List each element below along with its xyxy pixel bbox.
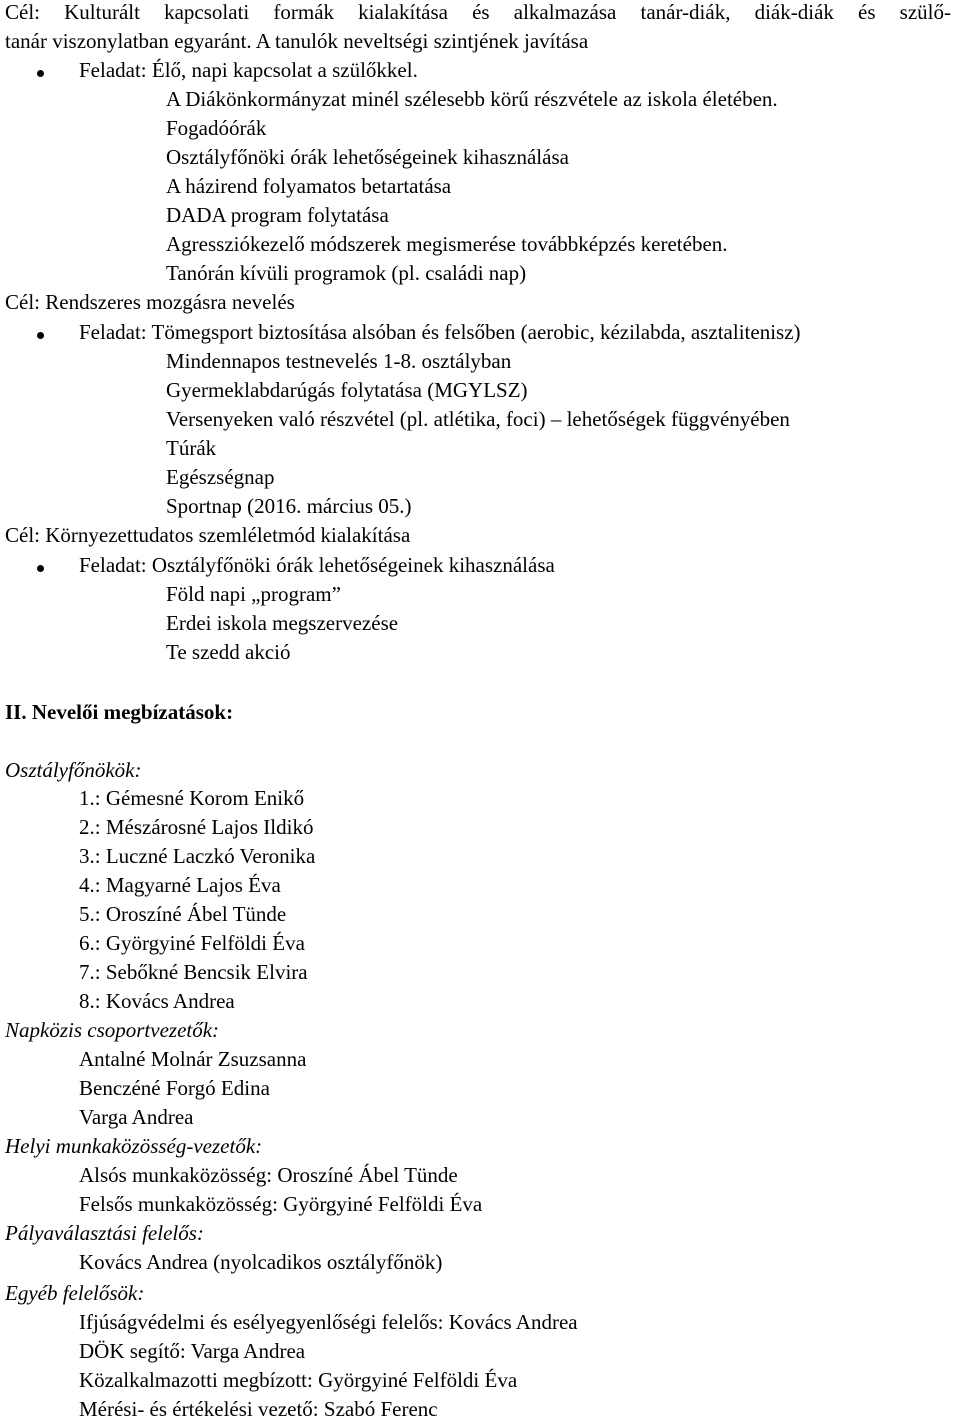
bullet-icon [37,565,44,572]
list-item: A házirend folyamatos betartatása [166,174,452,198]
list-item: 6.: Györgyiné Felföldi Éva [79,931,305,955]
list-item: Agressziókezelő módszerek megismerése továbbképzés keretében. [166,232,728,256]
task-line: Feladat: Tömegsport biztosítása alsóban és felsőben (aerobic, kézilabda, asztalitenisz) [79,320,801,344]
list-item: Versenyeken való részvétel (pl. atlétika, foci) – lehetőségek függvényében [166,407,790,431]
list-item: Gyermeklabdarúgás folytatása (MGYLSZ) [166,378,528,402]
goal-line-1: Cél: Kulturált kapcsolati formák kialakítása és alkalmazása tanár-diák, diák-diák és szülő- [5,0,951,24]
goal-line: Cél: Környezettudatos szemléletmód kialakítása [5,523,411,547]
group-heading-career: Pályaválasztási felelős: [5,1221,204,1245]
list-item: Túrák [166,436,217,460]
list-item: Ifjúságvédelmi és esélyegyenlőségi felelős: Kovács Andrea [79,1310,578,1334]
group-heading-other: Egyéb felelősök: [5,1281,145,1305]
list-item: Benczéné Forgó Edina [79,1076,270,1100]
list-item: Alsós munkaközösség: Oroszíné Ábel Tünde [79,1163,458,1187]
list-item: Antalné Molnár Zsuzsanna [79,1047,307,1071]
list-item: Mérési- és értékelési vezető: Szabó Ferenc [79,1397,438,1421]
group-heading-class-teachers: Osztályfőnökök: [5,758,142,782]
list-item: A Diákönkormányzat minél szélesebb körű részvétele az iskola életében. [166,87,778,111]
list-item: Te szedd akció [166,640,291,664]
bullet-icon [37,332,44,339]
task-line: Feladat: Élő, napi kapcsolat a szülőkkel. [79,58,418,82]
goal-line: Cél: Rendszeres mozgásra nevelés [5,290,295,314]
list-item: 5.: Oroszíné Ábel Tünde [79,902,287,926]
list-item: Kovács Andrea (nyolcadikos osztályfőnök) [79,1250,443,1274]
list-item: Föld napi „program” [166,582,341,606]
list-item: 4.: Magyarné Lajos Éva [79,873,281,897]
list-item: 7.: Sebőkné Bencsik Elvira [79,960,308,984]
list-item: Felsős munkaközösség: Györgyiné Felföldi Éva [79,1192,483,1216]
list-item: 8.: Kovács Andrea [79,989,235,1013]
list-item: Fogadóórák [166,116,267,140]
list-item: 2.: Mészárosné Lajos Ildikó [79,815,314,839]
list-item: 3.: Luczné Laczkó Veronika [79,844,316,868]
list-item: Erdei iskola megszervezése [166,611,399,635]
bullet-icon [37,70,44,77]
group-heading-work-community: Helyi munkaközösség-vezetők: [5,1134,263,1158]
goal-line-2: tanár viszonylatban egyaránt. A tanulók neveltségi szintjének javítása [5,29,589,53]
list-item: 1.: Gémesné Korom Enikő [79,786,305,810]
list-item: Tanórán kívüli programok (pl. családi nap) [166,261,527,285]
task-line: Feladat: Osztályfőnöki órák lehetőségeinek kihasználása [79,553,555,577]
list-item: Közalkalmazotti megbízott: Györgyiné Felföldi Éva [79,1368,518,1392]
list-item: DADA program folytatása [166,203,389,227]
list-item: DÖK segítő: Varga Andrea [79,1339,306,1363]
group-heading-daycare: Napközis csoportvezetők: [5,1018,220,1042]
list-item: Sportnap (2016. március 05.) [166,494,412,518]
list-item: Egészségnap [166,465,275,489]
list-item: Mindennapos testnevelés 1-8. osztályban [166,349,512,373]
list-item: Varga Andrea [79,1105,194,1129]
section-heading: II. Nevelői megbízatások: [5,700,234,724]
list-item: Osztályfőnöki órák lehetőségeinek kihasználása [166,145,569,169]
